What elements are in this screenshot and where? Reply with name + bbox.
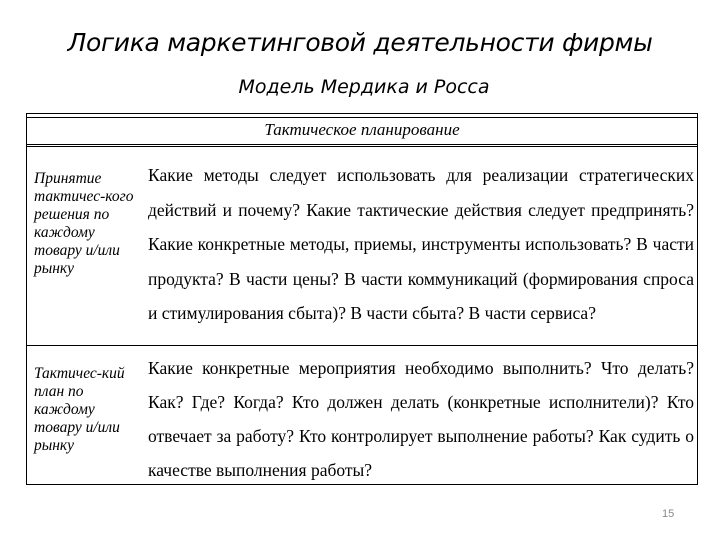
slide-title: Логика маркетинговой деятельности фирмы — [67, 28, 653, 57]
row-1-label: Принятие тактичес-кого решения по каждому товару и/или рынку — [34, 170, 134, 277]
row-2-text: Какие конкретные мероприятия необходимо выполнить? Что делать? Как? Где? Когда? Кто должен делать (конкретные исполнители)? Кто отвечает за работу? Кто контролирует выполнение работы? Как судить о качестве выполнения работы? — [148, 358, 694, 480]
slide-subtitle: Модель Мердика и Росса — [238, 76, 490, 98]
divider-row — [26, 345, 698, 346]
page-number: 15 — [662, 508, 675, 520]
row-2-label: Тактичес-кий план по каждому товару и/или рынку — [34, 365, 125, 454]
row-1-text: Какие методы следует использовать для реализации стратегических действий и почему? Какие тактические действия следует предпринять? Какие конкретные методы, приемы, инструменты использовать? В части продукта? В части цены? В части коммуникаций (формирования спроса и стимулирования сбыта)? В части сбыта? В части сервиса? — [148, 165, 694, 323]
section-heading: Тактическое планирование — [264, 120, 460, 139]
divider-heading — [26, 144, 698, 147]
divider-top — [26, 117, 698, 118]
